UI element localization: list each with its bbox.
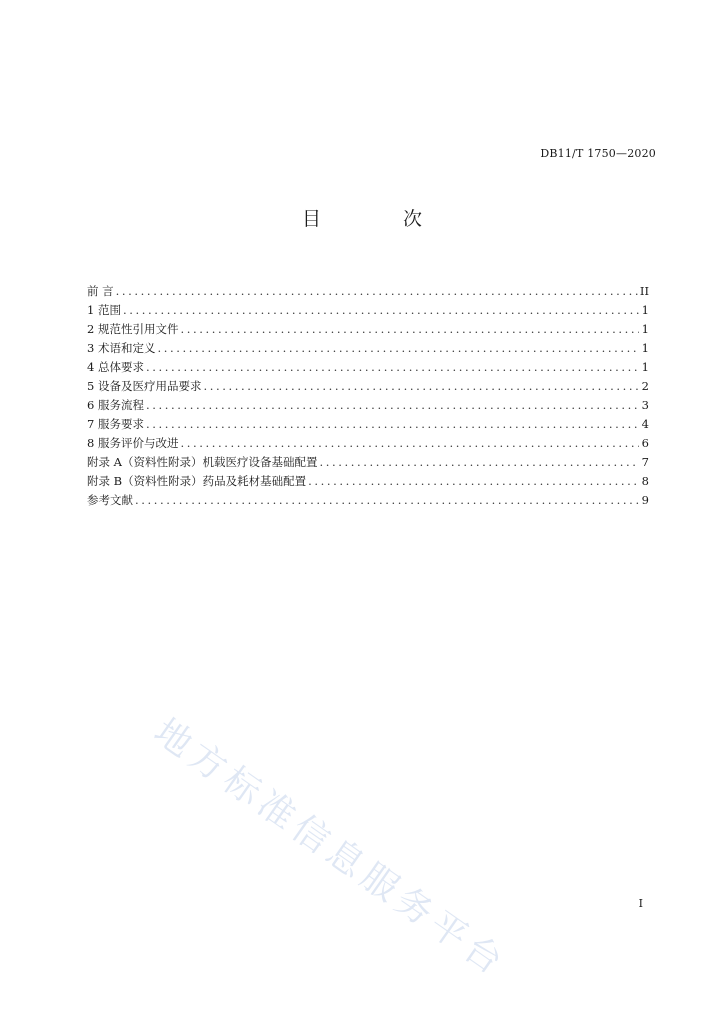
toc-entry-label: 参考文献 [87,493,133,507]
toc-dot-leader [203,377,639,396]
toc-dot-leader [319,453,639,472]
toc-entry-page: 2 [641,379,649,393]
watermark: 地方标准信息服务平台 [146,711,515,986]
toc-entry-label: 前 言 [87,284,114,298]
toc-entry-scope[interactable] [87,301,649,320]
toc-entry-service-requirements[interactable] [87,415,649,434]
toc-entry-appendix-a[interactable] [87,453,649,472]
toc-entry-page: 6 [641,436,649,450]
toc-entry-label: 1 范围 [87,303,121,317]
toc-entry-label: 8 服务评价与改进 [87,436,179,450]
toc-entry-label: 附录 B（资料性附录）药品及耗材基础配置 [87,474,307,488]
toc-entry-page: 1 [641,360,649,374]
toc-dot-leader [146,415,639,434]
toc-entry-page: 1 [641,341,649,355]
toc-dot-leader [116,282,638,301]
toc-entry-label: 2 规范性引用文件 [87,322,179,336]
toc-entry-label: 7 服务要求 [87,417,144,431]
toc-entry-page: 8 [641,474,649,488]
toc-dot-leader [123,301,639,320]
toc-entry-page: II [639,284,649,298]
toc-entry-label: 4 总体要求 [87,360,144,374]
toc-entry-label: 5 设备及医疗用品要求 [87,379,202,393]
toc-entry-page: 9 [641,493,649,507]
toc-dot-leader [146,358,639,377]
toc-entry-label: 附录 A（资料性附录）机载医疗设备基础配置 [87,455,318,469]
toc-dot-leader [308,472,639,491]
toc-entry-equipment-requirements[interactable] [87,377,649,396]
toc-dot-leader [180,320,639,339]
toc-entry-label: 3 术语和定义 [87,341,156,355]
toc-dot-leader [135,491,639,510]
toc-entry-normative-references[interactable] [87,320,649,339]
toc-entry-service-evaluation[interactable] [87,434,649,453]
toc-entry-page: 4 [641,417,649,431]
toc-entry-page: 1 [641,303,649,317]
table-of-contents [87,282,649,510]
toc-entry-appendix-b[interactable] [87,472,649,491]
toc-dot-leader [157,339,639,358]
page-title: 目 次 [301,208,461,230]
toc-entry-page: 3 [641,398,649,412]
toc-dot-leader [146,396,639,415]
page-number: I [638,897,643,910]
toc-dot-leader [180,434,639,453]
toc-entry-page: 1 [641,322,649,336]
toc-entry-page: 7 [641,455,649,469]
toc-entry-bibliography[interactable] [87,491,649,510]
toc-entry-service-process[interactable] [87,396,649,415]
toc-entry-foreword[interactable] [87,282,649,301]
toc-entry-general-requirements[interactable] [87,358,649,377]
toc-entry-terms-definitions[interactable] [87,339,649,358]
standard-code: DB11/T 1750—2020 [540,147,656,160]
toc-entry-label: 6 服务流程 [87,398,144,412]
